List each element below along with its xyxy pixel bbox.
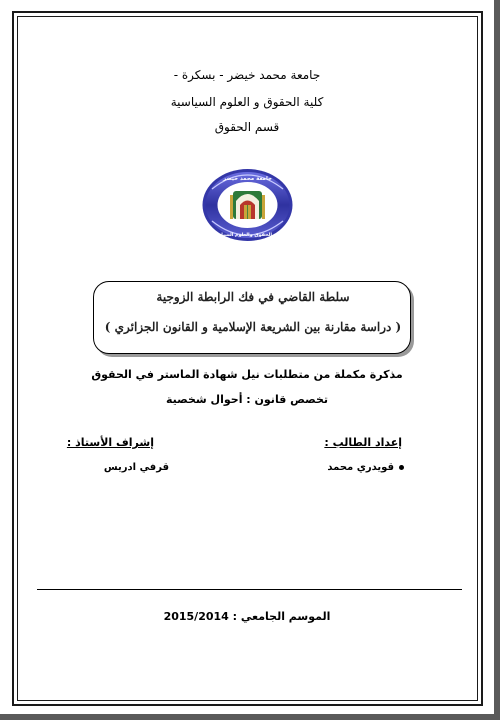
page-shadow-bottom [0, 714, 500, 720]
university-name: جامعة محمد خيضر - بسكرة - [173, 68, 321, 82]
supervisor-label: إشراف الأستاذ : [66, 436, 154, 449]
academic-year: الموسم الجامعي : 2015/2014 [163, 610, 331, 623]
specialization: تخصص قانون : أحوال شخصية [165, 393, 329, 406]
page-border-inner [17, 16, 478, 701]
logo-emblem-pillar-left [230, 195, 233, 219]
page-shadow-right [494, 0, 500, 720]
logo-emblem [230, 191, 265, 219]
bullet-icon [399, 465, 404, 470]
thesis-title-box [93, 281, 411, 354]
logo-text-bottom: كلية الحقوق والعلوم السياسية [211, 233, 284, 238]
supervisor-name: قرفي ادريس [103, 462, 169, 473]
thesis-title: سلطة القاضي في فك الرابطة الزوجية [156, 290, 350, 304]
memo-description: مذكرة مكملة من متطلبات نيل شهادة الماستر في الحقوق [91, 368, 403, 381]
separator-line [37, 589, 462, 590]
student-name: قويدري محمد [327, 462, 394, 473]
faculty-name: كلية الحقوق و العلوم السياسية [170, 95, 324, 109]
university-logo [200, 165, 295, 245]
thesis-subtitle: ( دراسة مقارنة بين الشريعة الإسلامية و القانون الجزائري ) [104, 320, 402, 334]
student-label: إعداد الطالب : [324, 436, 402, 449]
department-name: قسم الحقوق [214, 120, 280, 134]
logo-text-top: جامعة محمد خيضر [223, 176, 272, 182]
logo-emblem-pillar-right [262, 195, 265, 219]
